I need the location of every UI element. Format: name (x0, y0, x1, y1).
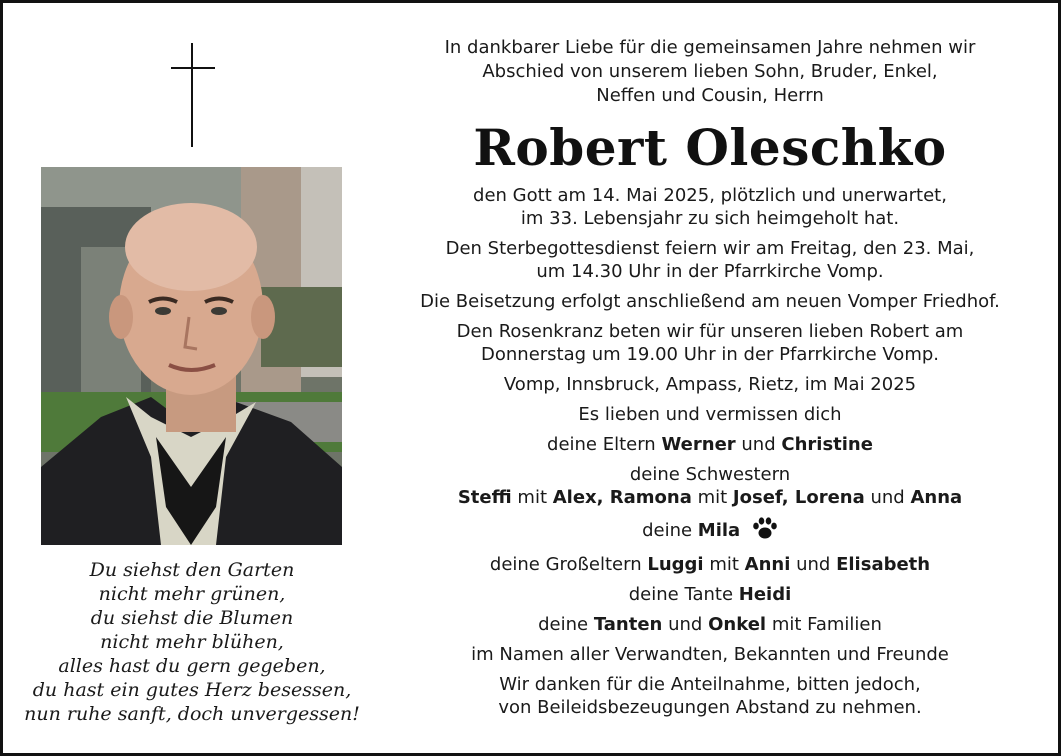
mourners-parents: deine Eltern Werner und Christine (547, 434, 873, 455)
sisters-names: Steffi mit Alex, Ramona mit Josef, Lorena und Anna (457, 487, 963, 508)
intro-line: Abschied von unserem lieben Sohn, Bruder, Enkel, (482, 61, 938, 82)
mourner-name: Onkel (708, 614, 767, 635)
deceased-name: Robert Oleschko (473, 118, 947, 177)
obituary-text (385, 36, 1035, 726)
thanks-note (385, 673, 1035, 719)
place-date: Vomp, Innsbruck, Ampass, Rietz, im Mai 2025 (503, 374, 917, 395)
thanks-line: Wir danken für die Anteilnahme, bitten jedoch, (499, 674, 921, 695)
mourner-name: Josef, Lorena (732, 487, 865, 508)
mourners-sisters (385, 463, 1035, 509)
intro-line: Neffen und Cousin, Herrn (596, 85, 824, 106)
death-line: den Gott am 14. Mai 2025, plötzlich und unerwartet, (473, 185, 947, 206)
mourner-name: Steffi (457, 487, 512, 508)
mourner-name: Elisabeth (836, 554, 931, 575)
poem-line: nun ruhe sanft, doch unvergessen! (24, 703, 360, 725)
poem-line: Du siehst den Garten (89, 559, 295, 581)
mourner-name: Alex, Ramona (552, 487, 692, 508)
rosary-line: Den Rosenkranz beten wir für unseren lieben Robert am (456, 321, 964, 342)
intro-text (385, 36, 1035, 108)
poem (17, 558, 367, 726)
mourner-name: Mila (697, 520, 741, 541)
mourners-pet: deine Mila (385, 516, 1035, 547)
poem-line: alles hast du gern gegeben, (58, 655, 326, 677)
mourners-others: im Namen aller Verwandten, Bekannten und Freunde (471, 644, 949, 665)
mourner-name: Anni (744, 554, 791, 575)
paw-icon (752, 516, 778, 547)
sisters-label: deine Schwestern (629, 464, 791, 485)
mourner-name: Anna (910, 487, 963, 508)
poem-line: nicht mehr grünen, (98, 583, 286, 605)
mourner-name: Heidi (738, 584, 792, 605)
burial-info: Die Beisetzung erfolgt anschließend am neuen Vomper Friedhof. (420, 291, 1000, 312)
cross-icon (171, 43, 215, 147)
mourner-name: Luggi (647, 554, 704, 575)
death-line: im 33. Lebensjahr zu sich heimgeholt hat. (520, 208, 900, 229)
mourners-relatives: deine Tanten und Onkel mit Familien (538, 614, 882, 635)
portrait-photo (41, 167, 342, 545)
mourner-name: Christine (781, 434, 873, 455)
intro-line: In dankbarer Liebe für die gemeinsamen Jahre nehmen wir (444, 37, 976, 58)
mourners-aunt: deine Tante Heidi (628, 584, 792, 605)
mourners-grandparents: deine Großeltern Luggi mit Anni und Elisabeth (489, 554, 931, 575)
poem-line: nicht mehr blühen, (100, 631, 284, 653)
mourner-name: Tanten (593, 614, 663, 635)
rosary-info (385, 320, 1035, 366)
poem-line: du siehst die Blumen (90, 607, 294, 629)
funeral-mass (385, 237, 1035, 283)
mourner-name: Werner (661, 434, 736, 455)
death-notice (385, 184, 1035, 230)
mourners-intro: Es lieben und vermissen dich (578, 404, 842, 425)
rosary-line: Donnerstag um 19.00 Uhr in der Pfarrkirche Vomp. (481, 344, 939, 365)
poem-line: du hast ein gutes Herz besessen, (32, 679, 352, 701)
mass-line: Den Sterbegottesdienst feiern wir am Freitag, den 23. Mai, (445, 238, 975, 259)
thanks-line: von Beileidsbezeugungen Abstand zu nehmen. (498, 697, 922, 718)
mass-line: um 14.30 Uhr in der Pfarrkirche Vomp. (536, 261, 884, 282)
